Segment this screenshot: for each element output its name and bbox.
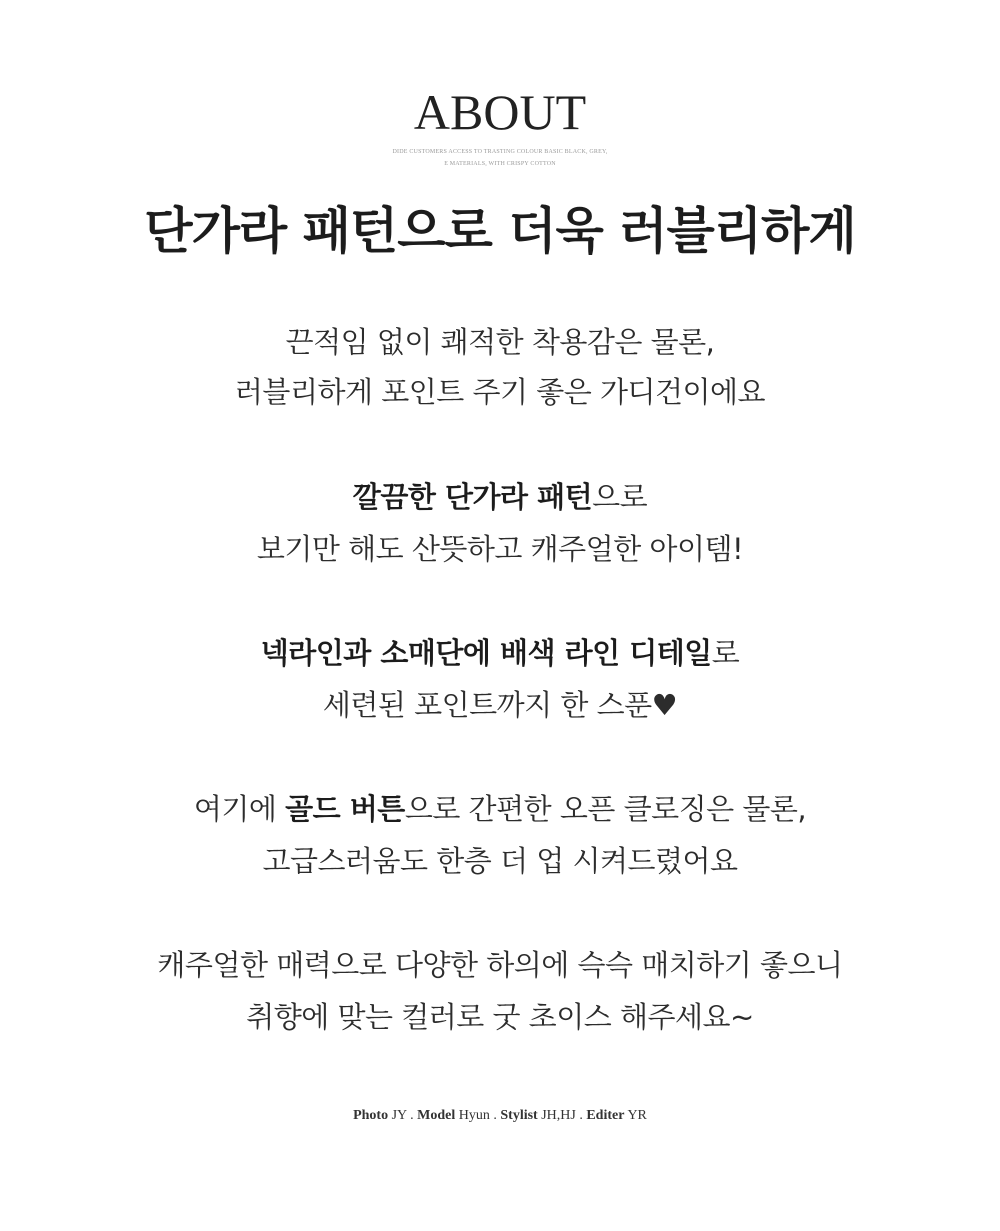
paragraph-5-line-1: 캐주얼한 매력으로 다양한 하의에 슥슥 매치하기 좋으니: [157, 948, 843, 982]
credit-stylist-value: JH,HJ .: [541, 1108, 583, 1123]
paragraph-4-line-2: 고급스러움도 한층 더 업 시켜드렸어요: [262, 844, 738, 878]
paragraph-text: 로: [711, 636, 740, 670]
paragraph-1-line-2: 러블리하게 포인트 주기 좋은 가디건이에요: [234, 375, 766, 409]
credit-model-value: Hyun .: [458, 1108, 497, 1123]
paragraph-text: 여기에: [193, 792, 286, 826]
paragraph-text: 으로 간편한 오픈 클로징은 물론,: [404, 792, 807, 826]
about-title: ABOUT: [413, 84, 587, 140]
credit-stylist-label: Stylist: [500, 1108, 538, 1123]
credit-editer-value: YR: [627, 1108, 647, 1123]
highlight-text: 골드 버튼: [285, 792, 405, 826]
paragraph-3-line-2: 세련된 포인트까지 한 스푼♥: [322, 688, 678, 722]
highlight-text: 깔끔한 단가라 패턴: [352, 480, 593, 514]
paragraph-4-line-1: [0, 789, 1000, 829]
about-subtitle-line-2: E MATERIALS, WITH CRISPY COTTON: [444, 161, 556, 167]
paragraph-1-line-1: 끈적임 없이 쾌적한 착용감은 물론,: [285, 325, 715, 359]
highlight-text: 넥라인과 소매단에 배색 라인 디테일: [260, 636, 712, 670]
paragraph-3-line-1: [0, 633, 1000, 673]
paragraph-5-line-2: 취향에 맞는 컬러로 굿 초이스 해주세요~: [246, 1000, 754, 1034]
about-subtitle-line-1: DIDE CUSTOMERS ACCESS TO TRASTING COLOUR BASIC BLACK, GREY,: [392, 149, 608, 155]
credit-photo-value: JY .: [391, 1108, 414, 1123]
paragraph-2-line-1: [0, 477, 1000, 517]
credit-photo-label: Photo: [353, 1108, 389, 1123]
headline: 단가라 패턴으로 더욱 러블리하게: [144, 202, 856, 260]
paragraph-2-line-2: 보기만 해도 산뜻하고 캐주얼한 아이템!: [256, 532, 744, 566]
paragraph-text: 으로: [592, 480, 648, 514]
credits: [0, 1106, 1000, 1126]
credit-editer-label: Editer: [586, 1108, 625, 1123]
credit-model-label: Model: [417, 1108, 456, 1123]
